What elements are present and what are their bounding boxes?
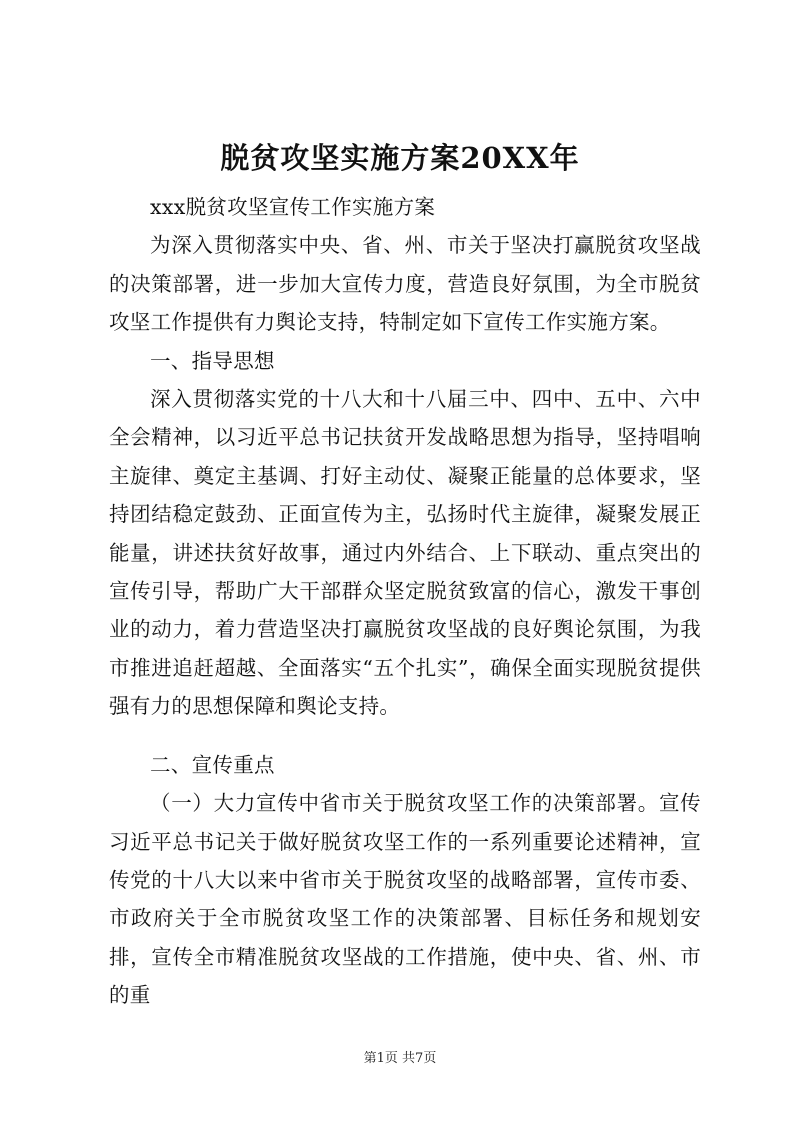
publicity-focus-paragraph: （一）大力宣传中省市关于脱贫攻坚工作的决策部署。宣传习近平总书记关于做好脱贫攻坚工作的一系列重要论述精神，宣传党的十八大以来中省市关于脱贫攻坚的战略部署，宣传市委、市政府关于全市脱贫攻坚工作的决策部署、目标任务和规划安排，宣传全市精准脱贫攻坚战的工作措施，使中央、省、州、市的重 [109, 791, 701, 1008]
section-heading-publicity-focus: 二、宣传重点 [150, 752, 275, 777]
page-footer: 第1页 共7页 [363, 1051, 437, 1066]
document-body [109, 188, 701, 1015]
subtitle-paragraph: xxx脱贫攻坚宣传工作实施方案 [150, 195, 436, 219]
guiding-thought-paragraph: 深入贯彻落实党的十八大和十八届三中、四中、五中、六中全会精神，以习近平总书记扶贫开发战略思想为指导，坚持唱响主旋律、奠定主基调、打好主动仗、凝聚正能量的总体要求，坚持团结稳定鼓劲、正面宣传为主，弘扬时代主旋律，凝聚发展正能量，讲述扶贫好故事，通过内外结合、上下联动、重点突出的宣传引导，帮助广大干部群众坚定脱贫致富的信心，激发干事创业的动力，着力营造坚决打赢脱贫攻坚战的良好舆论氛围，为我市推进追赶超越、全面落实“五个扎实”，确保全面实现脱贫提供强有力的思想保障和舆论支持。 [109, 387, 701, 719]
intro-paragraph: 为深入贯彻落实中央、省、州、市关于坚决打赢脱贫攻坚战的决策部署，进一步加大宣传力度，营造良好氛围，为全市脱贫攻坚工作提供有力舆论支持，特制定如下宣传工作实施方案。 [109, 233, 701, 335]
section-heading-guiding-thought: 一、指导思想 [150, 348, 275, 373]
document-title: 脱贫攻坚实施方案20XX年 [220, 141, 580, 175]
